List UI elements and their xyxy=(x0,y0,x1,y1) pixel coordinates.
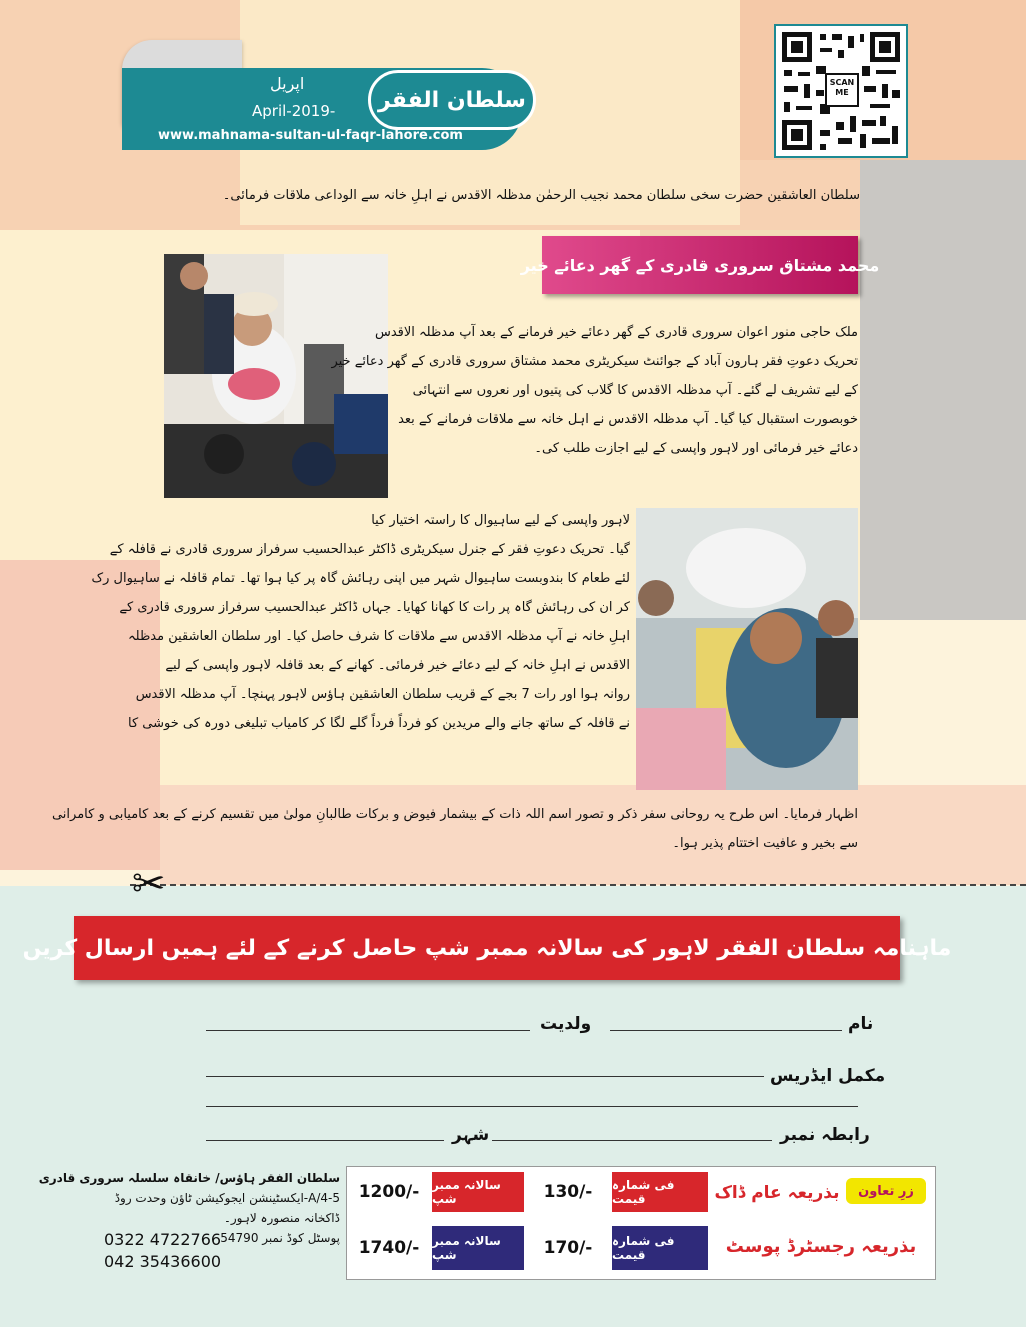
month-english: April-2019- xyxy=(252,102,336,120)
row2-issue-price-text: 170/- xyxy=(543,1238,593,1258)
row2-issue-label xyxy=(612,1226,708,1270)
row1-annual-price-text: 1200/- xyxy=(358,1182,420,1202)
para2-line: سے بخیر و عافیت اختتام پذیر ہوا۔ xyxy=(672,836,858,851)
membership-banner-text: ماہنامہ سلطان الفقر لاہور کی سالانہ ممبر شپ حاصل کرنے کے لئے ہمیں ارسال کریں xyxy=(22,935,952,961)
city-label: شہر xyxy=(452,1125,490,1145)
phone-label: رابطہ نمبر xyxy=(780,1125,870,1145)
city-field[interactable] xyxy=(206,1140,444,1141)
address-field-2[interactable] xyxy=(206,1106,858,1107)
para2-line: نے قافلہ کے ساتھ جانے والے مریدین کو فرداً فرداً گلے لگا کر کامیاب تبلیغی دورہ کی خوشی کا xyxy=(128,716,630,731)
logo-text: سلطان الفقر xyxy=(378,87,526,113)
badge-contribution xyxy=(846,1178,926,1204)
row2-annual-label xyxy=(432,1226,524,1270)
photo-embrace xyxy=(636,508,858,790)
para2-line: اہلِ خانہ نے آپ مدظلہ الاقدس سے ملاقات کا شرف حاصل کیا۔ اور سلطان العاشقین مدظلہ xyxy=(128,629,630,644)
section-heading: محمد مشتاق سروری قادری کے گھر دعائے خیر xyxy=(520,255,880,275)
row1-method-text: بذریعہ عام ڈاک xyxy=(714,1182,840,1203)
para1-line: دعائے خیر فرمائی اور لاہور واپسی کے لیے اجازت طلب کی۔ xyxy=(534,441,858,456)
para2-line: اظہار فرمایا۔ اس طرح یہ روحانی سفر ذکر و تصور اسم اللہ ذات کے بیشمار فیوض و برکات طالبانِ مولیٰ میں تقسیم کرنے کے بعد کامیابی و کامرانی xyxy=(51,807,858,822)
paragraph-2-tail xyxy=(51,800,858,858)
name-field[interactable] xyxy=(610,1030,842,1031)
row2-annual-price xyxy=(348,1226,430,1270)
para2-line: گیا۔ تحریک دعوتِ فقر کے جنرل سیکریٹری ڈاکٹر عبدالحسیب سرفراز سروری قادری نے قافلہ کے xyxy=(109,542,630,557)
para2-line: روانہ ہوا اور رات 7 بجے کے قریب سلطان العاشقین ہاؤس لاہور پہنچا۔ آپ مدظلہ الاقدس xyxy=(135,687,630,702)
address-field-1[interactable] xyxy=(206,1076,764,1077)
para1-line: کے لیے تشریف لے گئے۔ آپ مدظلہ الاقدس کا گلاب کی پتیوں اور نعروں سے انتہائی xyxy=(412,383,858,398)
address-line-3: ڈاکخانہ منصورہ لاہور۔ xyxy=(223,1211,340,1225)
phone-field[interactable] xyxy=(492,1140,772,1141)
para2-line: لاہور واپسی کے لیے ساہیوال کا راستہ اختیار کیا xyxy=(371,513,630,528)
month-urdu: اپریل xyxy=(270,74,305,93)
row1-issue-price-text: 130/- xyxy=(543,1182,593,1202)
website-url[interactable]: www.mahnama-sultan-ul-faqr-lahore.com xyxy=(158,128,463,143)
para2-line: کر ان کی رہائش گاہ پر رات کا کھانا کھایا۔ جہاں ڈاکٹر عبدالحسیب سرفراز سروری قادری کے xyxy=(119,600,630,615)
phone-number-1: 0322 4722766 xyxy=(104,1230,222,1249)
phone-number-2: 042 35436600 xyxy=(104,1252,222,1271)
row2-issue-label-text: فی شمارہ قیمت xyxy=(612,1234,675,1262)
row1-annual-label xyxy=(432,1172,524,1212)
paragraph-1 xyxy=(331,318,858,463)
qr-code[interactable] xyxy=(774,24,908,158)
bg-gray-right xyxy=(860,160,1026,620)
row1-issue-price xyxy=(526,1172,610,1212)
row1-issue-label xyxy=(612,1172,708,1212)
caption-top: سلطان العاشقین حضرت سخی سلطان محمد نجیب الرحمٰن مدظلہ الاقدس نے اہلِ خانہ سے الوداعی ملاقات فرمائی۔ xyxy=(222,188,860,203)
row1-issue-label-text: فی شمارہ قیمت xyxy=(612,1178,675,1206)
name-label: نام xyxy=(848,1014,874,1034)
row1-annual-label-text: سالانہ ممبر شپ xyxy=(432,1178,501,1206)
para2-line: الاقدس نے اہلِ خانہ کے لیے دعائے خیر فرمائی۔ کھانے کے بعد قافلہ لاہور واپسی کے لیے xyxy=(165,658,630,673)
logo-pill xyxy=(368,70,536,130)
address-line-1: سلطان الفقر ہاؤس/ خانقاہ سلسلہ سروری قادری xyxy=(38,1171,340,1185)
row1-annual-price xyxy=(348,1172,430,1212)
para2-line: لئے طعام کا بندوبست ساہیوال شہر میں اپنی رہائش گاہ پر کیا ہوا تھا۔ تمام قافلہ نے ساہیوال رک xyxy=(91,571,630,586)
row2-method xyxy=(712,1226,930,1266)
photo-dua-gathering xyxy=(164,254,388,498)
address-line-2: 4-5/A-ایکسٹینشن ایجوکیشن ٹاؤن وحدت روڈ xyxy=(114,1191,340,1205)
parentage-field[interactable] xyxy=(206,1030,530,1031)
row2-issue-price xyxy=(526,1226,610,1270)
badge-contribution-text: زرِ تعاون xyxy=(858,1183,914,1199)
para1-line: خوبصورت استقبال کیا گیا۔ آپ مدظلہ الاقدس نے اہل خانہ سے ملاقات فرمانے کے بعد xyxy=(398,412,858,427)
para1-line: ملک حاجی منور اعوان سروری قادری کے گھر دعائے خیر فرمانے کے بعد آپ مدظلہ الاقدس xyxy=(374,325,858,340)
row1-method xyxy=(710,1172,844,1212)
scissors-icon: ✂ xyxy=(132,861,166,907)
address-line-4: پوسٹل کوڈ نمبر 54790 xyxy=(220,1231,340,1245)
membership-banner xyxy=(22,916,952,980)
address-label: مکمل ایڈریس xyxy=(770,1066,886,1086)
paragraph-2 xyxy=(91,506,630,738)
row2-method-text: بذریعہ رجسٹرڈ پوسٹ xyxy=(725,1235,917,1257)
qr-scan-label: SCAN ME xyxy=(829,78,855,97)
para1-line: تحریک دعوتِ فقر ہارون آباد کے جوائنٹ سیکریٹری محمد مشتاق سروری قادری کے گھر دعائے خیر xyxy=(331,354,858,369)
section-heading-box xyxy=(520,236,880,294)
parentage-label: ولدیت xyxy=(540,1014,592,1034)
row2-annual-price-text: 1740/- xyxy=(358,1238,420,1258)
row2-annual-label-text: سالانہ ممبر شپ xyxy=(432,1234,501,1262)
cut-line xyxy=(130,884,1026,886)
